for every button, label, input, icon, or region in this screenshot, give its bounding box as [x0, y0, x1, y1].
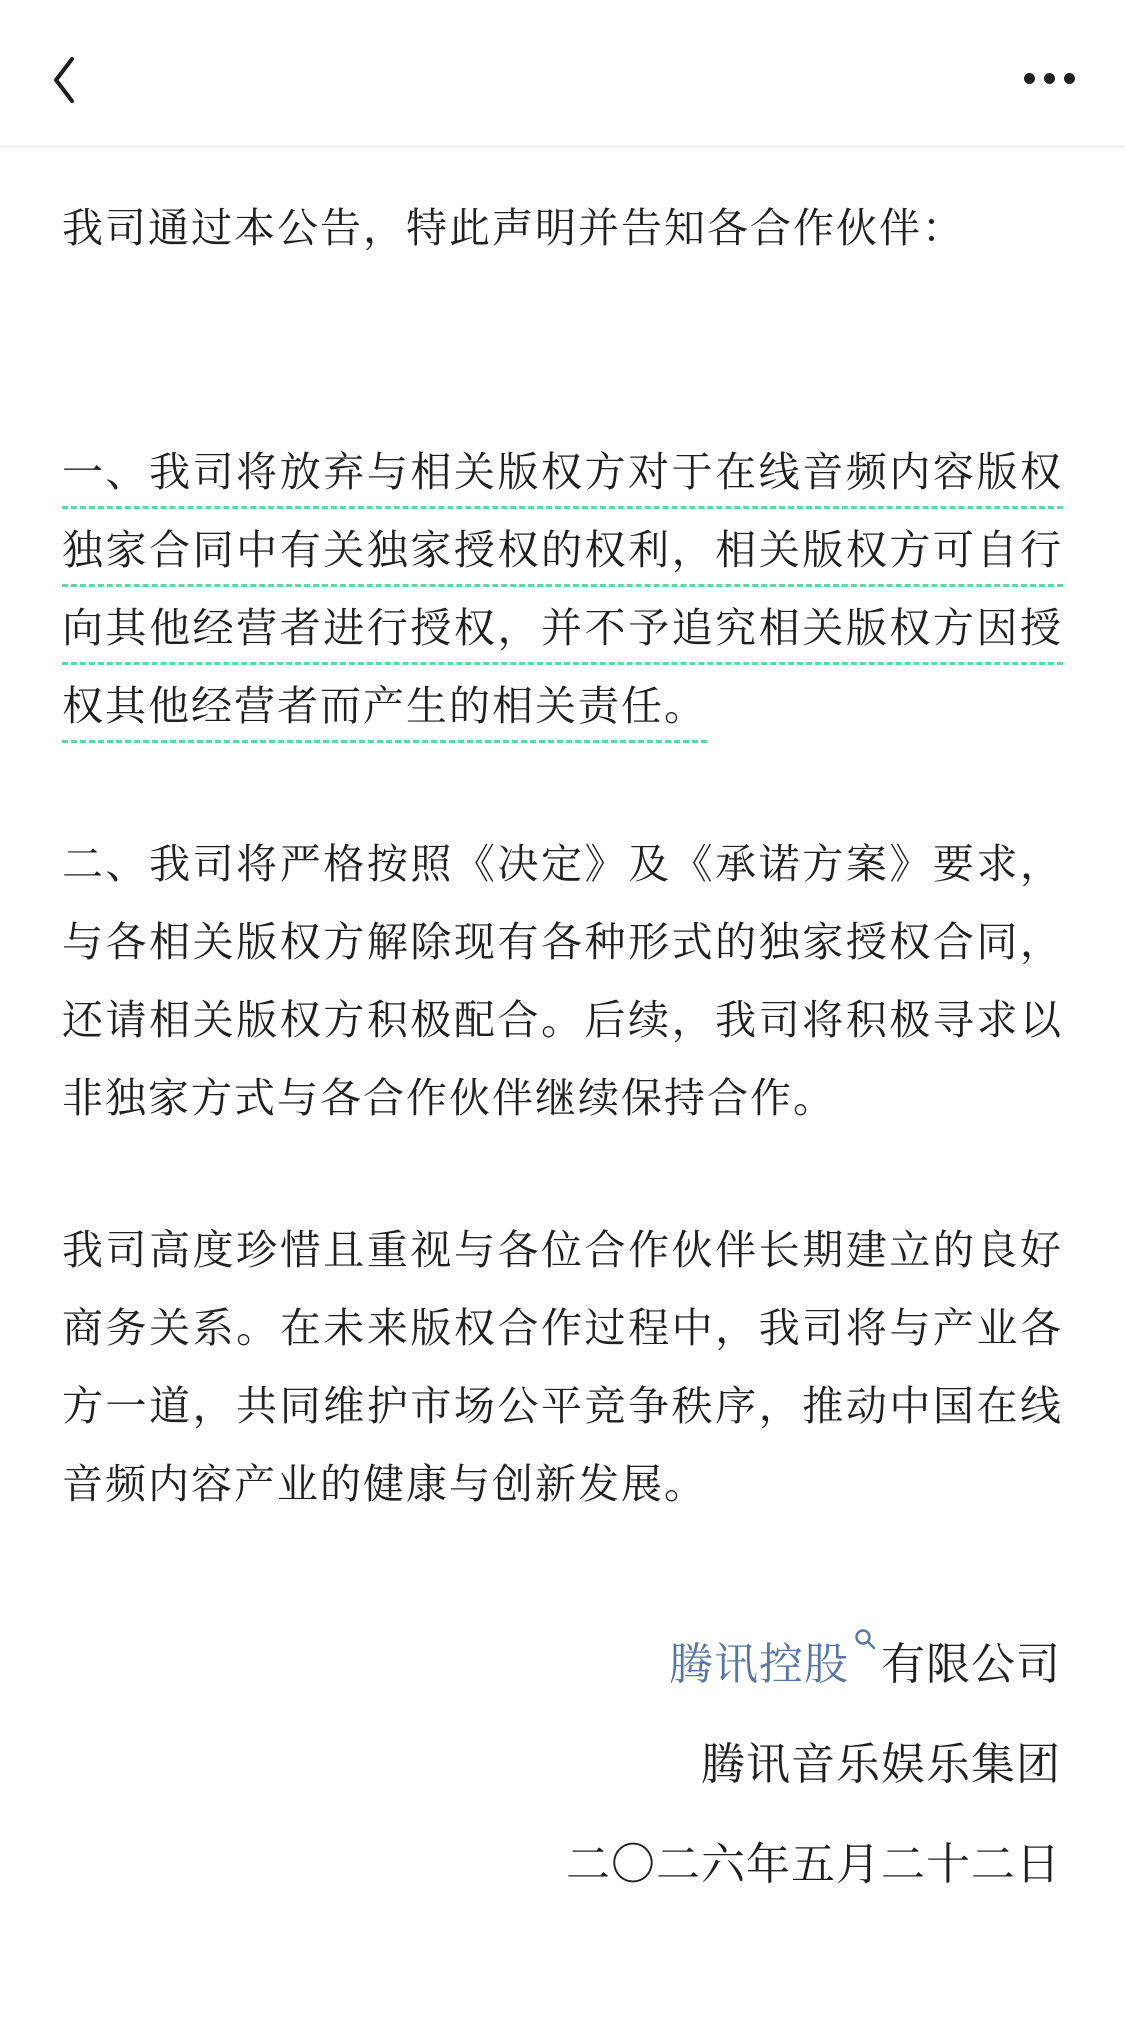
intro-paragraph: 我司通过本公告，特此声明并告知各合作伙伴： [62, 204, 965, 252]
more-options-button[interactable] [1013, 54, 1085, 102]
top-navigation-bar [0, 0, 1125, 147]
more-dots-icon [1024, 73, 1075, 84]
company-signature [62, 1587, 1063, 1715]
signature-date: 二〇二六年五月二十二日 [566, 1839, 1061, 1890]
search-icon[interactable] [853, 1587, 877, 1611]
back-button[interactable] [40, 48, 88, 112]
chevron-left-icon [46, 53, 82, 107]
company-link[interactable]: 腾讯控股 [669, 1639, 849, 1690]
section-1-text[interactable]: 一、我司将放弃与相关版权方对于在线音频内容版权独家合同中有关独家授权的权利，相关版权方可自行向其他经营者进行授权，并不予追究相关版权方因授权其他经营者而产生的相关责任。 [62, 448, 1063, 730]
closing-paragraph: 我司高度珍惜且重视与各位合作伙伴长期建立的良好商务关系。在未来版权合作过程中，我司将与产业各方一道，共同维护市场公平竞争秩序，推动中国在线音频内容产业的健康与创新发展。 [62, 1226, 1063, 1508]
section-1-paragraph [62, 433, 1063, 745]
section-2-paragraph: 二、我司将严格按照《决定》及《承诺方案》要求，与各相关版权方解除现有各种形式的独家授权合同，还请相关版权方积极配合。后续，我司将积极寻求以非独家方式与各合作伙伴继续保持合作。 [62, 840, 1063, 1122]
group-signature: 腾讯音乐娱乐集团 [701, 1739, 1061, 1790]
company-suffix: 有限公司 [881, 1639, 1061, 1690]
article-body [0, 204, 1125, 1915]
